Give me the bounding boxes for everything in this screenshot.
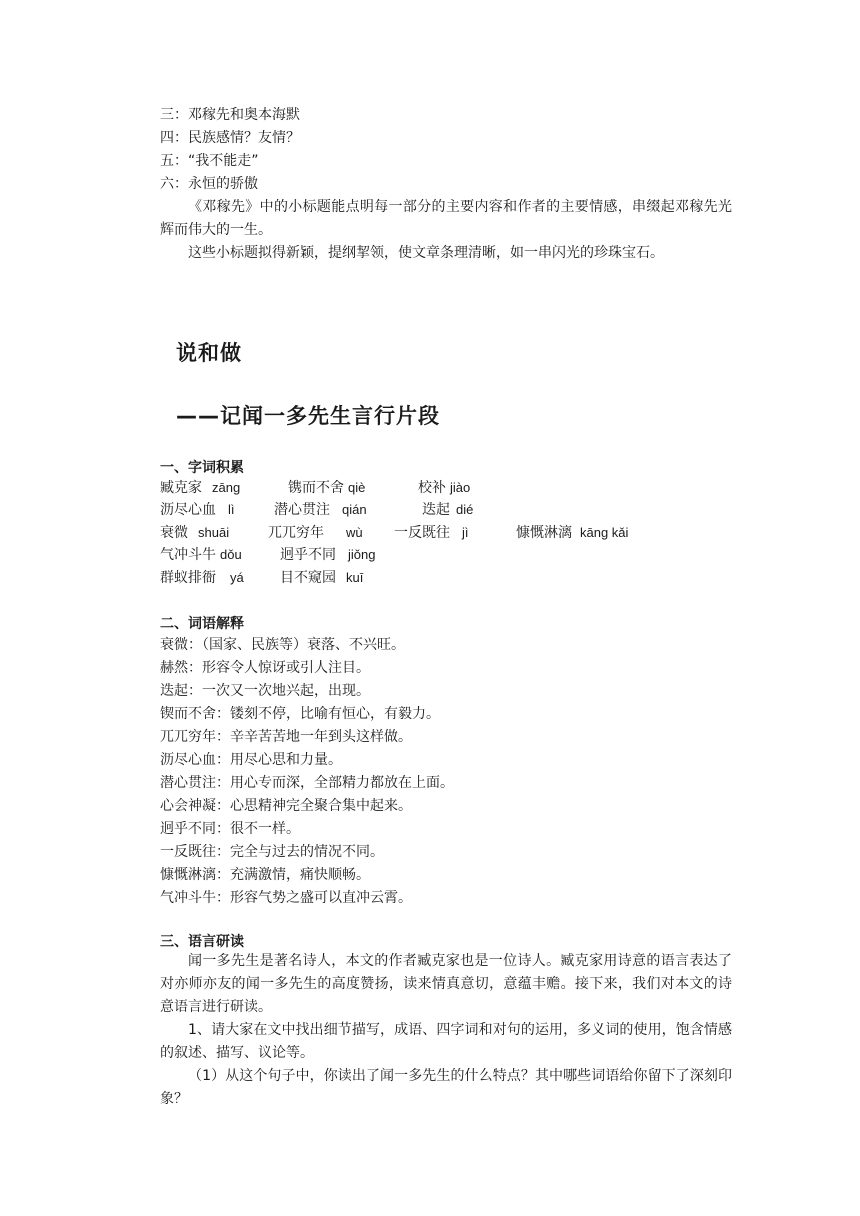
vocab-word: 潜心贯注 bbox=[274, 502, 330, 518]
vocab-pinyin: yá bbox=[230, 570, 244, 585]
definition-item: 心会神凝：心思精神完全聚合集中起来。 bbox=[160, 798, 412, 814]
vocab-pinyin: jiǒng bbox=[348, 547, 376, 562]
vocab-word: 兀兀穷年 bbox=[268, 525, 324, 541]
vocab-pinyin: zāng bbox=[212, 480, 241, 495]
definition-item: 潜心贯注：用心专而深，全部精力都放在上面。 bbox=[160, 775, 454, 791]
vocab-word: 镌而不舍 bbox=[288, 480, 344, 496]
outline-item-4: 四：民族感情？友情？ bbox=[160, 130, 300, 146]
definition-item: 慷慨淋漓：充满激情，痛快顺畅。 bbox=[160, 867, 370, 883]
outline-item-3: 三：邓稼先和奥本海默 bbox=[160, 107, 300, 123]
definition-item: 锲而不舍：镂刻不停，比喻有恒心，有毅力。 bbox=[160, 706, 440, 722]
vocab-word: 一反既往 bbox=[394, 525, 450, 541]
vocab-word: 衰微 bbox=[160, 525, 188, 541]
vocab-word: 迥乎不同 bbox=[280, 547, 336, 563]
vocab-pinyin: lì bbox=[228, 502, 235, 517]
definition-item: 沥尽心血：用尽心思和力量。 bbox=[160, 752, 342, 768]
vocab-pinyin: dǒu bbox=[220, 547, 242, 562]
vocab-word: 群蚁排衙 bbox=[160, 570, 216, 586]
study-paragraph-2: 1、请大家在文中找出细节描写，成语、四字词和对句的运用，多义词的使用，饱含情感的叙述、描写、议论等。 bbox=[160, 1022, 732, 1061]
vocab-pinyin: kuī bbox=[346, 570, 364, 585]
section-heading-vocabulary: 一、字词积累 bbox=[160, 460, 244, 476]
lesson-title: 说和做 bbox=[176, 341, 242, 365]
vocab-pinyin: kāng kǎi bbox=[580, 525, 629, 540]
vocab-pinyin: jì bbox=[462, 525, 469, 540]
section-heading-definitions: 二、词语解释 bbox=[160, 616, 244, 632]
definition-item: 一反既往：完全与过去的情况不同。 bbox=[160, 844, 384, 860]
vocab-pinyin: qiè bbox=[348, 480, 366, 495]
vocab-word: 迭起 bbox=[422, 502, 450, 518]
vocab-pinyin: jiào bbox=[450, 480, 471, 495]
vocab-pinyin: wù bbox=[346, 525, 363, 540]
study-question-1: （1）从这个句子中，你读出了闻一多先生的什么特点？其中哪些词语给你留下了深刻印象？ bbox=[160, 1068, 732, 1107]
study-paragraph-1: 闻一多先生是著名诗人，本文的作者臧克家也是一位诗人。臧克家用诗意的语言表达了对亦师亦友的闻一多先生的高度赞扬，读来情真意切，意蕴丰赡。接下来，我们对本文的诗意语言进行研读。 bbox=[160, 953, 732, 1015]
vocab-word: 慷慨淋漓 bbox=[516, 525, 572, 541]
lesson-subtitle: ——记闻一多先生言行片段 bbox=[176, 404, 440, 428]
definition-item: 迥乎不同：很不一样。 bbox=[160, 821, 300, 837]
vocab-pinyin: qián bbox=[342, 502, 367, 517]
vocab-word: 目不窥园 bbox=[280, 570, 336, 586]
definition-item: 迭起：一次又一次地兴起，出现。 bbox=[160, 683, 370, 699]
vocab-word: 气冲斗牛 bbox=[160, 547, 216, 563]
vocab-word: 臧克家 bbox=[160, 480, 202, 496]
definition-item: 气冲斗牛：形容气势之盛可以直冲云霄。 bbox=[160, 890, 412, 906]
outline-item-6: 六：永恒的骄傲 bbox=[160, 176, 258, 192]
vocab-pinyin: dié bbox=[456, 502, 474, 517]
definition-item: 衰微：（国家、民族等）衰落、不兴旺。 bbox=[160, 637, 405, 653]
definition-item: 赫然：形容令人惊讶或引人注目。 bbox=[160, 660, 370, 676]
outline-item-5: 五：“我不能走” bbox=[160, 153, 259, 169]
definition-item: 兀兀穷年：辛辛苦苦地一年到头这样做。 bbox=[160, 729, 412, 745]
vocab-word: 校补 bbox=[418, 480, 446, 496]
summary-paragraph-2: 这些小标题拟得新颖，提纲挈领，使文章条理清晰，如一串闪光的珍珠宝石。 bbox=[188, 245, 664, 261]
summary-paragraph-1: 《邓稼先》中的小标题能点明每一部分的主要内容和作者的主要情感，串缀起邓稼先光辉而伟大的一生。 bbox=[160, 199, 732, 238]
vocab-pinyin: shuāi bbox=[198, 525, 230, 540]
vocab-word: 沥尽心血 bbox=[160, 502, 216, 518]
section-heading-language-study: 三、语言研读 bbox=[160, 934, 244, 950]
